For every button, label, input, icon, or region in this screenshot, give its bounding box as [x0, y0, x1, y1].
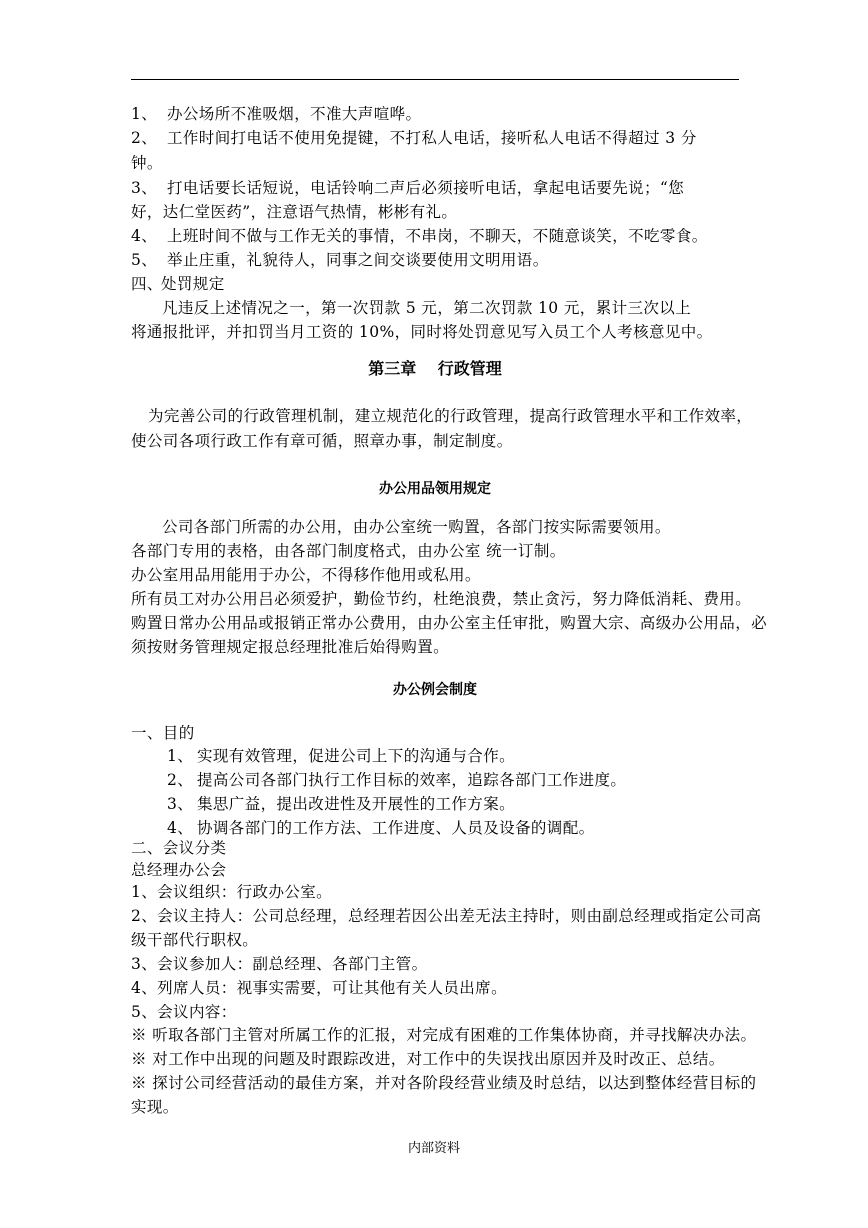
meeting-item: 实现。 [131, 1098, 179, 1116]
purpose-number: 4、 [167, 819, 194, 837]
rule-line [131, 177, 741, 199]
rule-text: 举止庄重，礼貌待人，同事之间交谈要使用文明用语。 [167, 251, 549, 269]
purpose-item [167, 745, 777, 767]
meeting-item: 4、列席人员：视事实需要，可让其他有关人员出席。 [131, 979, 507, 997]
rule-number: 3、 [131, 179, 158, 197]
supplies-line: 须按财务管理规定报总经理批准后始得购置。 [131, 638, 450, 656]
header-rule [131, 79, 739, 80]
chapter-title: 第三章 行政管理 [368, 359, 502, 378]
rule-line [131, 249, 741, 271]
purpose-item [167, 817, 777, 839]
penalty-text: 将通报批评，并扣罚当月工资的 10%，同时将处罚意见写入员工个人考核意见中。 [131, 323, 713, 341]
rule-line [131, 201, 741, 223]
rule-number: 2、 [131, 129, 158, 147]
meeting-subheading: 总经理办公会 [131, 861, 227, 879]
section-title-supplies: 办公用品领用规定 [379, 481, 491, 497]
penalty-text: 凡违反上述情况之一，第一次罚款 5 元，第二次罚款 10 元，累计三次以上 [162, 299, 692, 317]
rule-number: 4、 [131, 227, 158, 245]
meeting-item: ※ 听取各部门主管对所属工作的汇报，对完成有困难的工作集体协商，并寻找解决办法。 [131, 1026, 757, 1044]
rule-text: 钟。 [131, 154, 163, 172]
purpose-text: 实现有效管理，促进公司上下的沟通与合作。 [197, 747, 516, 765]
supplies-line: 购置日常办公用品或报销正常办公费用，由办公室主任审批，购置大宗、高级办公用品，必 [131, 614, 768, 632]
purpose-number: 2、 [167, 771, 194, 789]
section-number: 四、 [131, 275, 163, 293]
rule-number: 1、 [131, 105, 158, 123]
rule-text: 好，达仁堂医药”，注意语气热情，彬彬有礼。 [131, 203, 458, 221]
purpose-text: 提高公司各部门执行工作目标的效率，追踪各部门工作进度。 [197, 771, 627, 789]
meeting-heading: 二、会议分类 [131, 839, 227, 857]
rule-text: 上班时间不做与工作无关的事情，不串岗，不聊天，不随意谈笑，不吃零食。 [167, 227, 708, 245]
rule-text: 工作时间打电话不使用免提键，不打私人电话，接听私人电话不得超过 3 分 [167, 129, 697, 147]
meeting-item: 1、会议组织：行政办公室。 [131, 883, 333, 901]
rule-line [131, 225, 741, 247]
meeting-item: ※ 探讨公司经营活动的最佳方案，并对各阶段经营业绩及时总结，以达到整体经营目标的 [131, 1074, 757, 1092]
meeting-item: 级干部代行职权。 [131, 931, 259, 949]
rule-text: 办公场所不准吸烟，不准大声喧哗。 [167, 105, 422, 123]
supplies-line: 公司各部门所需的办公用，由办公室统一购置，各部门按实际需要领用。 [162, 518, 671, 536]
rule-line [131, 127, 741, 149]
purpose-number: 1、 [167, 747, 194, 765]
meeting-item: 5、会议内容： [131, 1003, 237, 1021]
purpose-item [167, 769, 777, 791]
purpose-number: 3、 [167, 795, 194, 813]
section-title: 处罚规定 [161, 275, 225, 293]
purpose-text: 集思广益，提出改进性及开展性的工作方案。 [197, 795, 516, 813]
rule-text: 打电话要长话短说，电话铃响二声后必须接听电话，拿起电话要先说；“您 [167, 179, 685, 197]
meeting-item: ※ 对工作中出现的问题及时跟踪改进，对工作中的失误找出原因并及时改正、总结。 [131, 1050, 725, 1068]
meeting-item: 3、会议参加人：副总经理、各部门主管。 [131, 955, 428, 973]
supplies-line: 各部门专用的表格，由各部门制度格式，由办公室 统一订制。 [131, 542, 566, 560]
page-footer: 内部资料 [407, 1141, 460, 1156]
rule-line [131, 152, 741, 174]
chapter-intro: 为完善公司的行政管理机制，建立规范化的行政管理，提高行政管理水平和工作效率， [148, 407, 753, 425]
meeting-item: 2、会议主持人：公司总经理，总经理若因公出差无法主持时，则由副总经理或指定公司高 [131, 907, 762, 925]
section-title-meeting: 办公例会制度 [393, 682, 477, 698]
penalty-heading [131, 273, 741, 295]
rule-number: 5、 [131, 251, 158, 269]
purpose-text: 协调各部门的工作方法、工作进度、人员及设备的调配。 [197, 819, 595, 837]
purpose-item [167, 793, 777, 815]
supplies-line: 所有员工对办公用吕必须爱护，勤俭节约，杜绝浪费，禁止贪污，努力降低消耗、费用。 [131, 590, 752, 608]
supplies-line: 办公室用品用能用于办公，不得移作他用或私用。 [131, 566, 481, 584]
meeting-heading: 一、目的 [131, 724, 195, 742]
rule-line [131, 103, 741, 125]
chapter-intro: 使公司各项行政工作有章可循，照章办事，制定制度。 [131, 432, 513, 450]
